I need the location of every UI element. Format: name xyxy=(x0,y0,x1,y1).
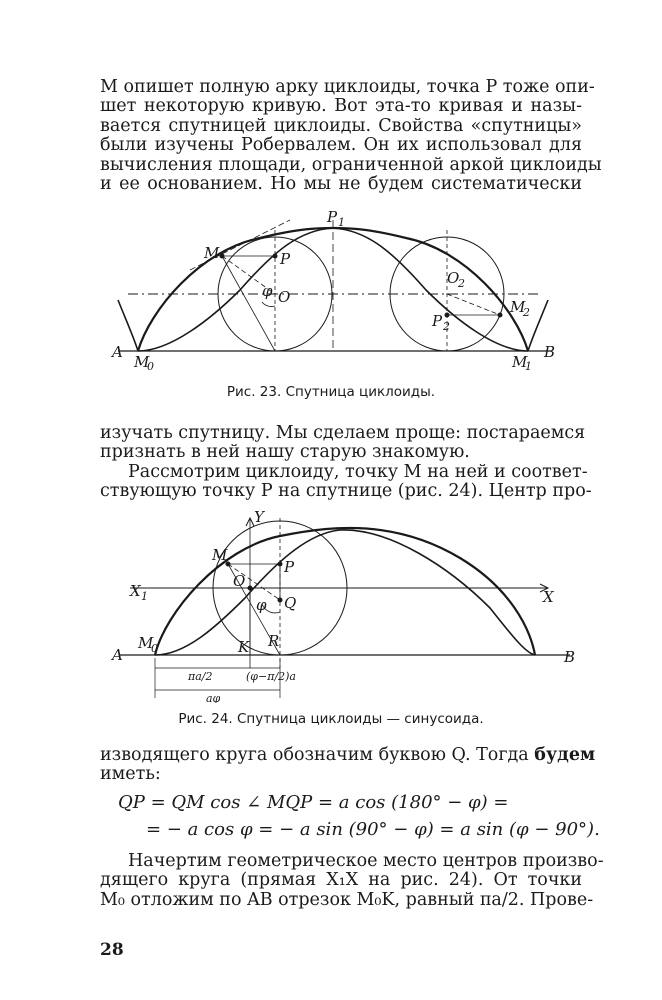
label-m0: M xyxy=(134,353,150,370)
text-line: вычисления площади, ограниченной аркой циклоиды xyxy=(100,154,602,175)
text-line: шет некоторую кривую. Вот эта-то кривая и назы- xyxy=(100,96,582,117)
label-y: Y xyxy=(254,508,264,526)
point-m2 xyxy=(498,313,502,317)
text-line: иметь: xyxy=(100,764,161,785)
label-m1: M xyxy=(512,353,528,370)
label-x: X xyxy=(543,588,554,606)
equation-1: QP = QM cos ∠ MQP = a cos (180° − φ) = xyxy=(118,792,509,813)
text-line: дящего круга (прямая X₁X на рис. 24). От точки xyxy=(100,870,582,891)
label-b: B xyxy=(564,648,576,666)
label-k: K xyxy=(238,638,250,656)
label-m1-sub: 1 xyxy=(525,360,532,370)
paragraph-5 xyxy=(100,851,604,910)
angle-phi-arc xyxy=(262,302,275,307)
text-line: Начертим геометрическое место центров произво- xyxy=(128,851,604,871)
label-x1-sub: 1 xyxy=(141,590,148,603)
point-o xyxy=(248,586,252,590)
text-run-bold: будем xyxy=(534,745,596,765)
label-b: B xyxy=(544,343,556,361)
equation-2: = − a cos φ = − a sin (90° − φ) = a sin (φ − 90°). xyxy=(146,819,600,840)
text-line: ствующую точку P на спутнице (рис. 24). Центр про- xyxy=(100,481,592,502)
label-a: A xyxy=(112,646,123,664)
text-line: M₀ отложим по AB отрезок M₀K, равный πa/2. Прове- xyxy=(100,889,594,910)
text-line: вается спутницей циклоиды. Свойства «спутницы» xyxy=(100,115,582,136)
label-m0: M xyxy=(138,634,154,652)
text-run: изводящего круга обозначим буквою Q. Тогда xyxy=(100,745,535,765)
label-dim-c: aφ xyxy=(206,692,221,703)
label-p1: P xyxy=(327,210,338,226)
label-o2-sub: 2 xyxy=(458,277,465,290)
text-line: Рассмотрим циклоиду, точку M на ней и соответ- xyxy=(128,462,588,482)
text-line: были изучены Робервалем. Он их использовал для xyxy=(100,135,582,156)
point-m xyxy=(220,254,224,258)
label-x1: X xyxy=(130,582,141,600)
figure-23-cycloid-companion xyxy=(0,210,662,370)
figure-24-cycloid-sinusoid xyxy=(0,508,662,703)
label-dim-b: (φ−π/2)a xyxy=(246,670,296,683)
paragraph-3 xyxy=(100,462,592,502)
text-line xyxy=(100,745,596,765)
label-o: O xyxy=(278,288,291,306)
label-m2: M xyxy=(510,298,526,316)
label-p1-sub: 1 xyxy=(338,216,345,229)
figure-23-caption: Рис. 23. Спутница циклоиды. xyxy=(226,384,436,400)
label-p: P xyxy=(284,558,295,576)
paragraph-1 xyxy=(100,77,602,195)
point-p xyxy=(273,254,277,258)
text-line: признать в ней нашу старую знакомую. xyxy=(100,442,470,463)
paragraph-2 xyxy=(100,423,586,463)
text-line: M опишет полную арку циклоиды, точка P тоже опи- xyxy=(100,77,595,97)
line-p2-o2 xyxy=(447,294,500,315)
label-o: O xyxy=(233,572,246,590)
label-phi: φ xyxy=(256,596,267,614)
label-p2-sub: 2 xyxy=(443,320,450,333)
text-line: изучать спутницу. Мы сделаем проще: постараемся xyxy=(100,423,586,443)
label-p2: P xyxy=(432,312,443,330)
paragraph-4 xyxy=(100,745,596,785)
point-q xyxy=(278,598,282,602)
label-m0-sub: 0 xyxy=(151,642,158,655)
text-line: и ее основанием. Но мы не будем систематически xyxy=(100,174,582,195)
label-a: A xyxy=(112,343,123,361)
label-r: R xyxy=(268,632,280,650)
label-dim-a: πa/2 xyxy=(188,670,213,683)
label-m0-sub: 0 xyxy=(147,360,154,370)
label-m2-sub: 2 xyxy=(523,306,530,319)
page-number: 28 xyxy=(100,940,124,960)
label-q: Q xyxy=(284,594,297,612)
label-m: M xyxy=(204,244,220,262)
label-phi: φ xyxy=(262,282,273,300)
point-p2 xyxy=(445,313,449,317)
label-o2: O xyxy=(447,269,460,287)
figure-24-caption: Рис. 24. Спутница циклоиды — синусоида. xyxy=(178,711,484,727)
point-p xyxy=(278,562,282,566)
label-p: P xyxy=(280,250,291,268)
line-m-diameter xyxy=(222,256,275,351)
label-m: M xyxy=(212,546,228,564)
